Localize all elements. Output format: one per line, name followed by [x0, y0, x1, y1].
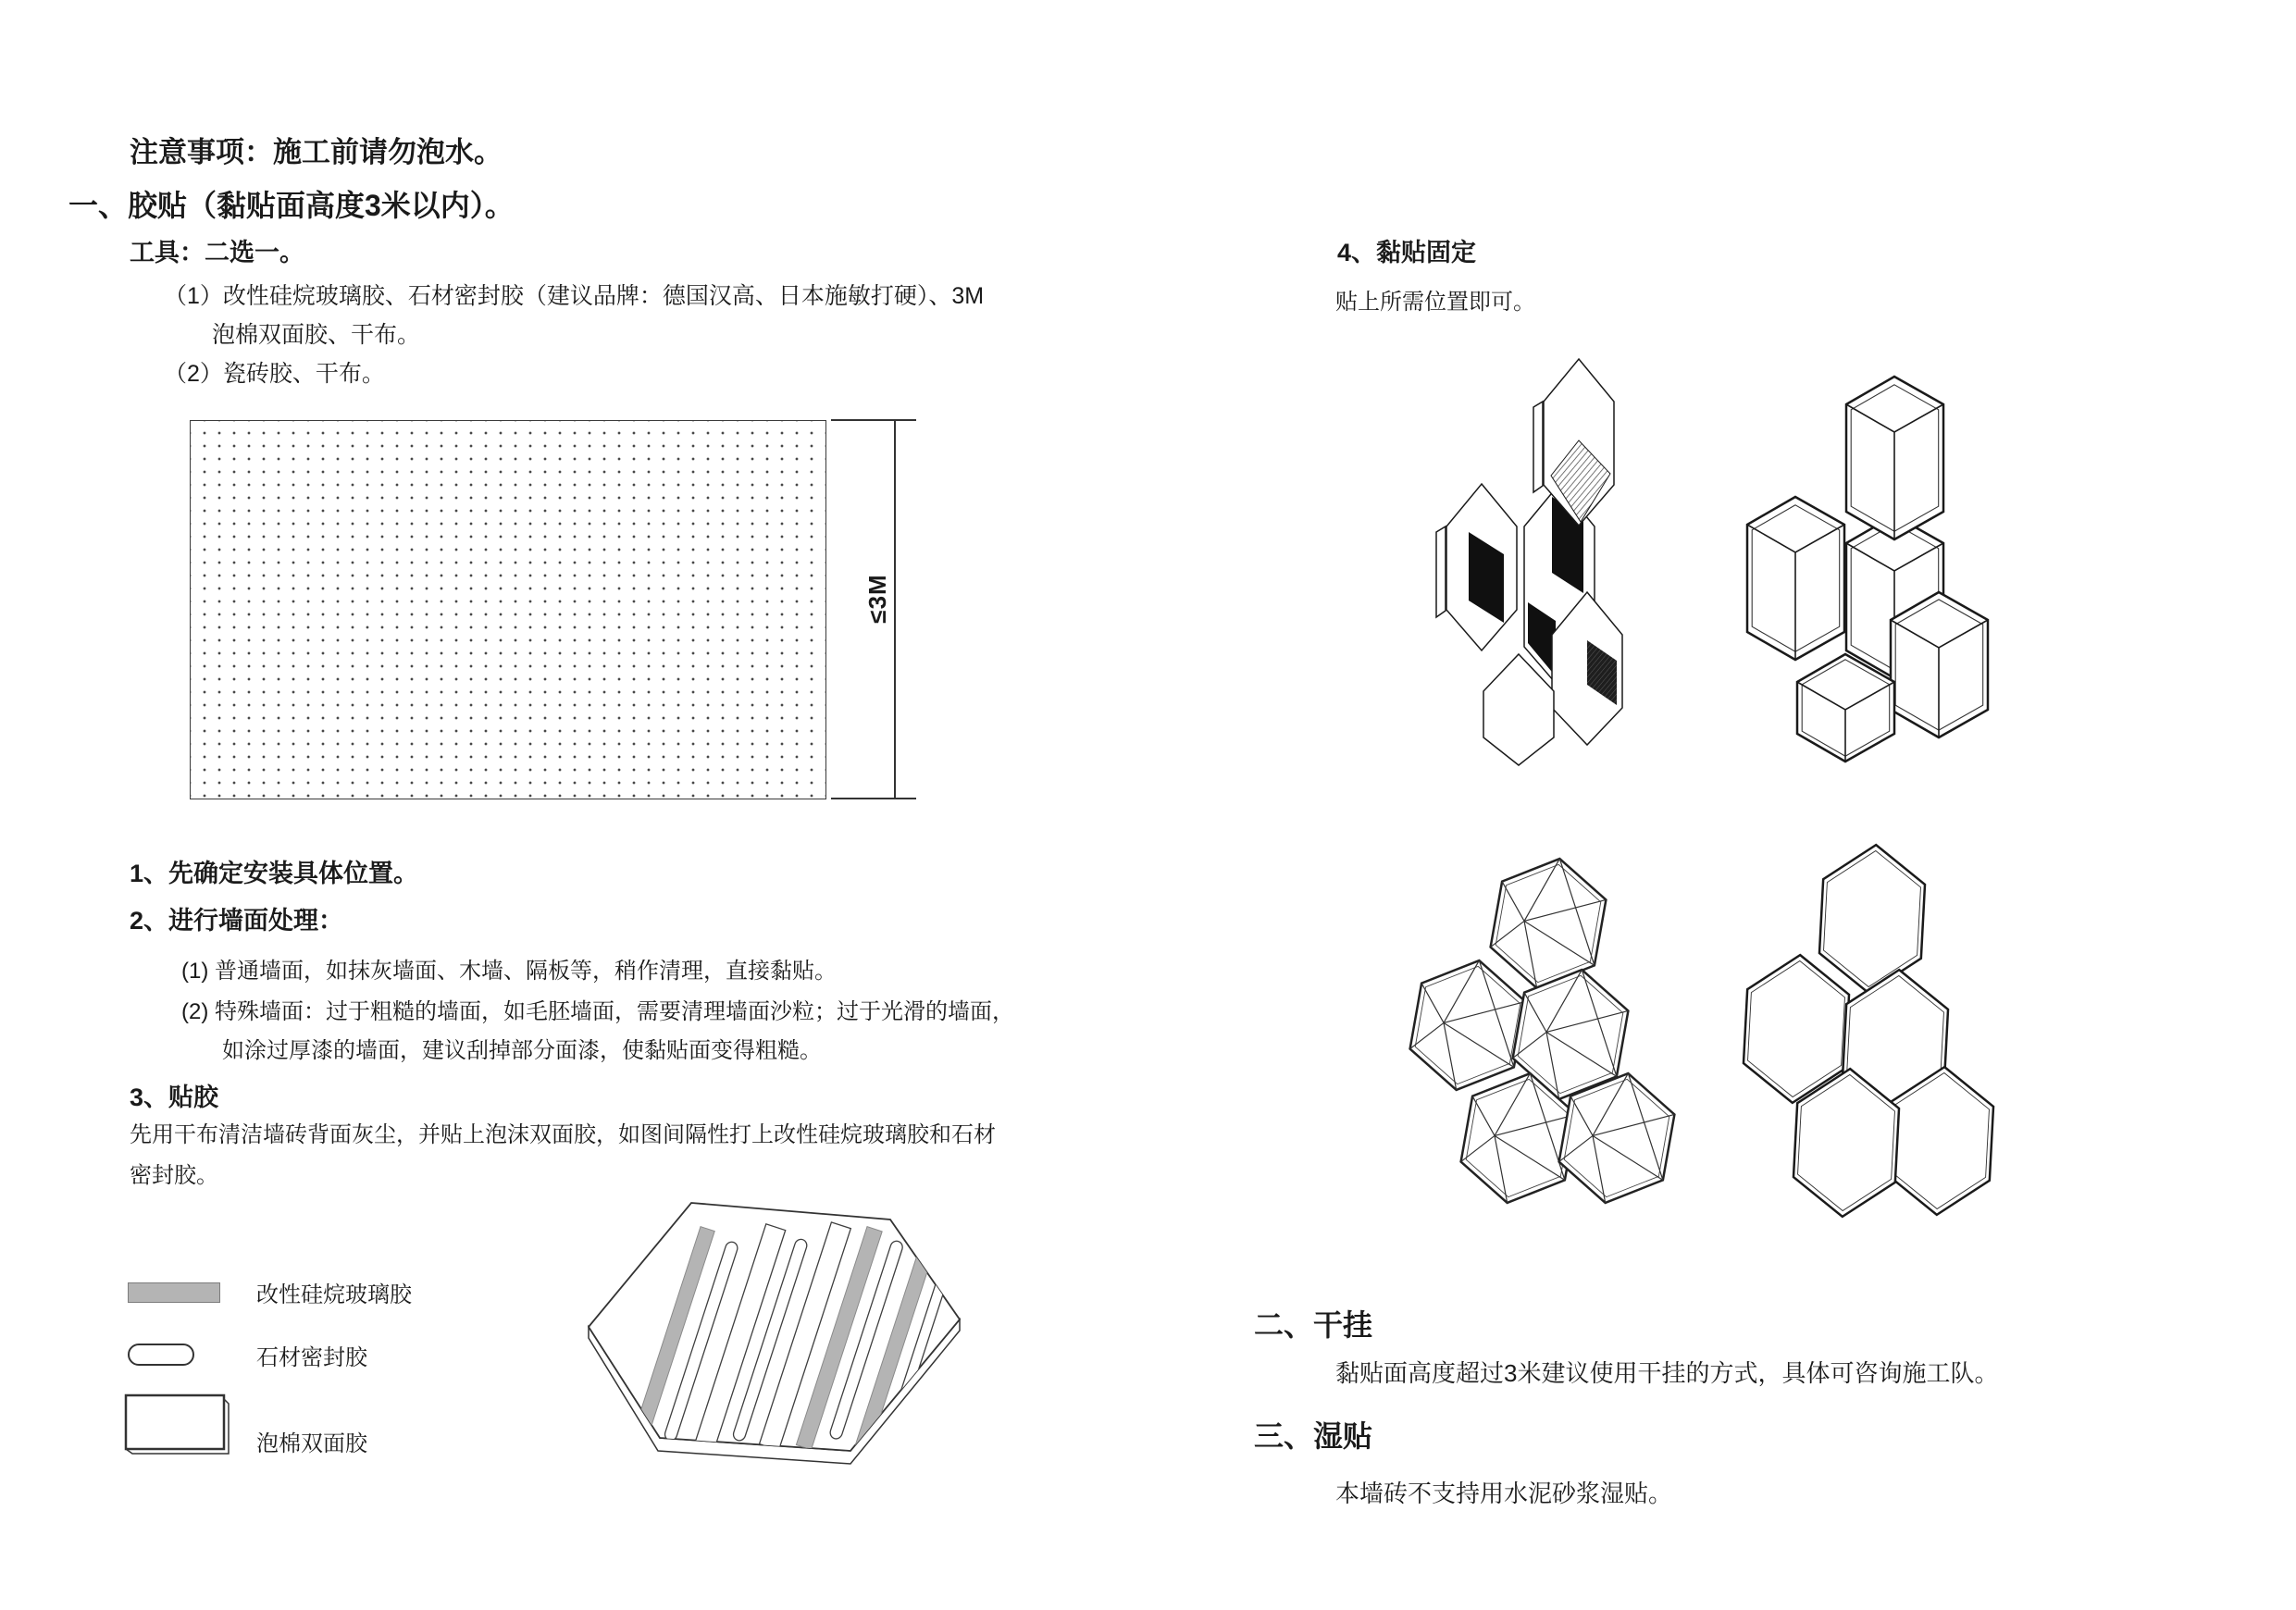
facet-hex-left: [1405, 951, 1532, 1099]
step2-sub1-text: (1) 普通墙面，如抹灰墙面、木墙、隔板等，稍作清理，直接黏贴。: [181, 959, 837, 984]
legend-label-foam-tape: 泡棉双面胶: [256, 1431, 367, 1456]
step4-body: 贴上所需位置即可。: [1335, 290, 1535, 315]
step3-body-line1: 先用干布清洁墙砖背面灰尘，并贴上泡沫双面胶，如图间隔性打上改性硅烷玻璃胶和石材: [130, 1122, 996, 1147]
tool-option2: （2）瓷砖胶、干布。: [164, 361, 385, 387]
section-glue-title: 一、胶贴（黏贴面高度3米以内）。: [68, 189, 515, 222]
step4-title: 4、黏贴固定: [1337, 239, 1477, 266]
wall-dot-area-figure: [190, 420, 826, 799]
wire-cube-bottom-right: [1891, 592, 1988, 737]
legend-label-stone-sealant: 石材密封胶: [256, 1345, 367, 1370]
tool-option1-line2: 泡棉双面胶、干布。: [212, 322, 421, 348]
step3-text: 3、贴胶: [130, 1084, 219, 1111]
step3-body-line2: 密封胶。: [130, 1163, 218, 1188]
tiles-faceted-hexagon-figure: [1402, 847, 1680, 1208]
notice-line: 注意事项：施工前请勿泡水。: [130, 136, 503, 168]
tool-option1-line1: （1）改性硅烷玻璃胶、石材密封胶（建议品牌：德国汉高、日本施敏打硬）、3M: [164, 283, 985, 309]
dimension-line-vertical: [894, 419, 896, 799]
tile-prism-bottom-left: [1483, 654, 1554, 765]
tile-prism-left: [1436, 484, 1517, 650]
wall-height-label: ≤3M: [863, 574, 891, 624]
wire-cube-left: [1747, 497, 1844, 660]
tools-heading: 工具：二选一。: [130, 239, 304, 266]
legend-label-silane-glue: 改性硅烷玻璃胶: [256, 1282, 412, 1307]
tiles-plain-hexagon-figure: [1735, 837, 2004, 1226]
step1-text: 1、先确定安装具体位置。: [130, 860, 419, 887]
legend-swatch-stone-sealant: [128, 1344, 194, 1366]
facet-hex-top: [1485, 849, 1612, 997]
section-wet-paste-body: 本墙砖不支持用水泥砂浆湿贴。: [1335, 1480, 1673, 1507]
plain-hex-top: [1818, 842, 1927, 996]
step2-sub2-line2: 如涂过厚漆的墙面，建议刮掉部分面漆，使黏贴面变得粗糙。: [222, 1038, 822, 1063]
legend-swatch-silane-glue: [128, 1282, 220, 1303]
legend-swatch-foam-tape: [122, 1392, 242, 1460]
step2-sub2-line1: (2) 特殊墙面：过于粗糙的墙面，如毛胚墙面，需要清理墙面沙粒；过于光滑的墙面，: [181, 999, 1014, 1024]
dimension-tick-top: [831, 419, 916, 421]
section-dry-hang-body: 黏贴面高度超过3米建议使用干挂的方式，具体可咨询施工队。: [1335, 1359, 1999, 1387]
glue-pattern-hexagon-figure: [583, 1195, 964, 1493]
tiles-solid-isometric-figure: [1430, 356, 1661, 773]
dimension-tick-bottom: [831, 798, 916, 799]
step2-text: 2、进行墙面处理：: [130, 907, 344, 935]
section-wet-paste-title: 三、湿贴: [1254, 1419, 1373, 1453]
wire-cube-top: [1846, 377, 1943, 539]
tiles-wireframe-isometric-figure: [1740, 370, 1994, 782]
section-dry-hang-title: 二、干挂: [1254, 1308, 1373, 1342]
